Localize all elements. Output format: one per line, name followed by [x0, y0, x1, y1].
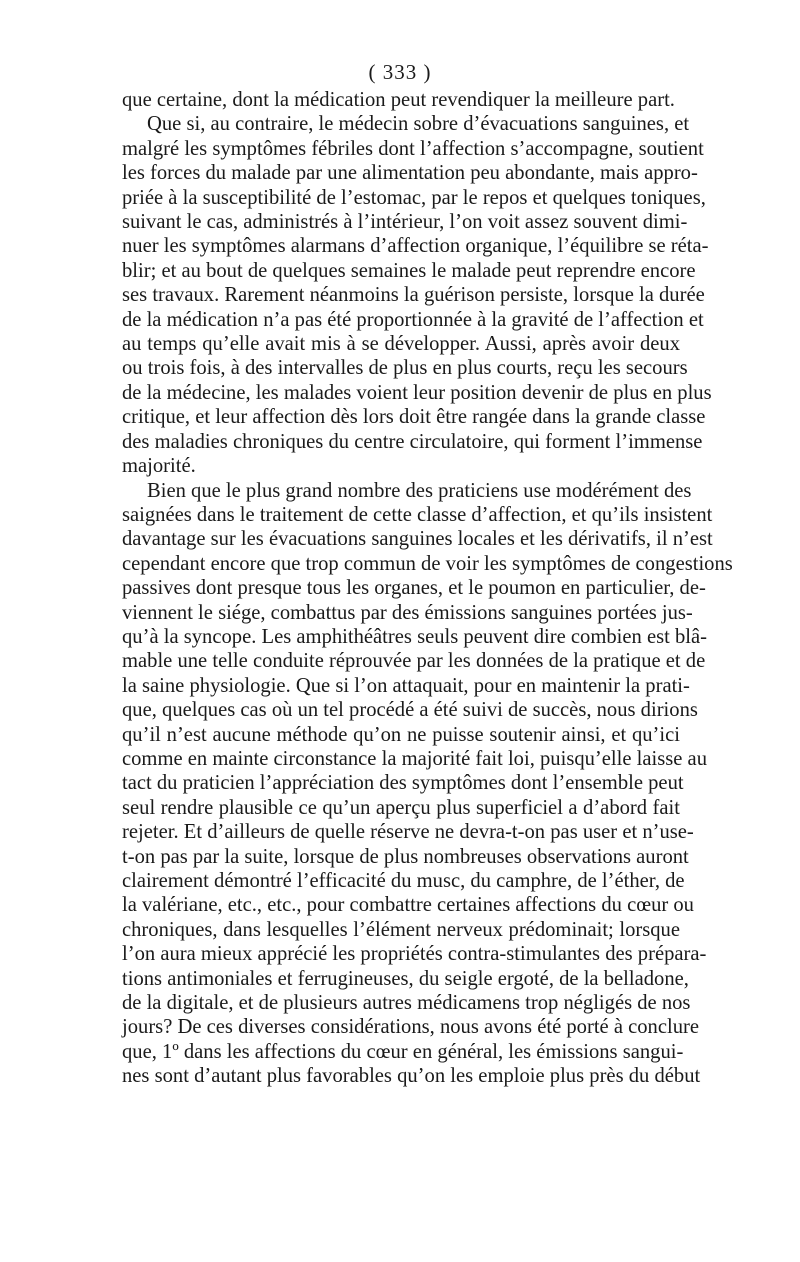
text-line: rejeter. Et d’ailleurs de quelle réserve ne devra-t-on pas user et n’use-: [122, 821, 694, 844]
text-line: la saine physiologie. Que si l’on attaquait, pour en maintenir la prati-: [122, 674, 690, 697]
text-line: clairement démontré l’efficacité du musc, du camphre, de l’éther, de: [122, 870, 685, 892]
text-line: qu’il n’est aucune méthode qu’on ne puisse soutenir ainsi, et qu’ici: [122, 723, 680, 746]
text-line: des maladies chroniques du centre circulatoire, qui forment l’immense: [122, 430, 703, 453]
text-line: saignées dans le traitement de cette classe d’affection, et qu’ils insistent: [122, 503, 713, 526]
text-line: viennent le siége, combattus par des émissions sanguines portées jus-: [122, 601, 693, 624]
text-line: malgré les symptômes fébriles dont l’affection s’accompagne, soutient: [122, 137, 704, 160]
text-line: Que si, au contraire, le médecin sobre d’évacuations sanguines, et: [147, 113, 690, 136]
text-line: ou trois fois, à des intervalles de plus en plus courts, reçu les secours: [122, 357, 688, 380]
text-line: que, 1º dans les affections du cœur en général, les émissions sangui-: [122, 1040, 684, 1063]
text-line: que, quelques cas où un tel procédé a été suivi de succès, nous dirions: [122, 699, 698, 722]
text-line: comme en mainte circonstance la majorité fait loi, puisqu’elle laisse au: [122, 747, 707, 770]
text-line: t-on pas par la suite, lorsque de plus nombreuses observations auront: [122, 845, 689, 868]
text-line: blir; et au bout de quelques semaines le malade peut reprendre encore: [122, 259, 696, 282]
text-line: que certaine, dont la médication peut revendiquer la meilleure part.: [122, 89, 675, 111]
text-line: chroniques, dans lesquelles l’élément nerveux prédominait; lorsque: [122, 918, 680, 941]
text-line: mable une telle conduite réprouvée par les données de la pratique et de: [122, 650, 706, 673]
text-line: priée à la susceptibilité de l’estomac, par le repos et quelques toniques,: [122, 186, 706, 209]
text-line: tact du praticien l’appréciation des symptômes dont l’ensemble peut: [122, 772, 684, 795]
text-line: les forces du malade par une alimentation peu abondante, mais appro-: [122, 162, 698, 185]
text-line: passives dont presque tous les organes, et le poumon en particulier, de-: [122, 577, 706, 600]
text-line: nes sont d’autant plus favorables qu’on les emploie plus près du début: [122, 1065, 701, 1088]
body-text: [122, 88, 733, 1089]
text-line: cependant encore que trop commun de voir les symptômes de congestions: [122, 552, 733, 575]
text-line: qu’à la syncope. Les amphithéâtres seuls peuvent dire combien est blâ-: [122, 625, 708, 648]
text-line: suivant le cas, administrés à l’intérieur, l’on voit assez souvent dimi-: [122, 211, 688, 234]
text-line: majorité.: [122, 455, 196, 478]
text-line: jours? De ces diverses considérations, nous avons été porté à conclure: [122, 1016, 700, 1039]
text-line: de la médication n’a pas été proportionnée à la gravité de l’affection et: [122, 308, 704, 331]
text-line: seul rendre plausible ce qu’un aperçu plus superficiel a d’abord fait: [122, 796, 680, 819]
page-number: ( 333 ): [368, 60, 432, 84]
text-line: l’on aura mieux apprécié les propriétés contra-stimulantes des prépara-: [122, 943, 707, 966]
text-line: critique, et leur affection dès lors doit être rangée dans la grande classe: [122, 406, 706, 429]
text-line: la valériane, etc., etc., pour combattre certaines affections du cœur ou: [122, 894, 694, 917]
text-line: Bien que le plus grand nombre des praticiens use modérément des: [147, 479, 692, 502]
text-line: tions antimoniales et ferrugineuses, du seigle ergoté, de la belladone,: [122, 967, 689, 990]
text-line: de la médecine, les malades voient leur position devenir de plus en plus: [122, 381, 712, 404]
text-line: nuer les symptômes alarmans d’affection organique, l’équilibre se réta-: [122, 235, 709, 258]
text-line: au temps qu’elle avait mis à se développer. Aussi, après avoir deux: [122, 333, 680, 356]
text-line: ses travaux. Rarement néanmoins la guérison persiste, lorsque la durée: [122, 284, 705, 307]
text-line: davantage sur les évacuations sanguines locales et les dérivatifs, il n’est: [122, 528, 713, 551]
text-line: de la digitale, et de plusieurs autres médicamens trop négligés de nos: [122, 992, 691, 1015]
